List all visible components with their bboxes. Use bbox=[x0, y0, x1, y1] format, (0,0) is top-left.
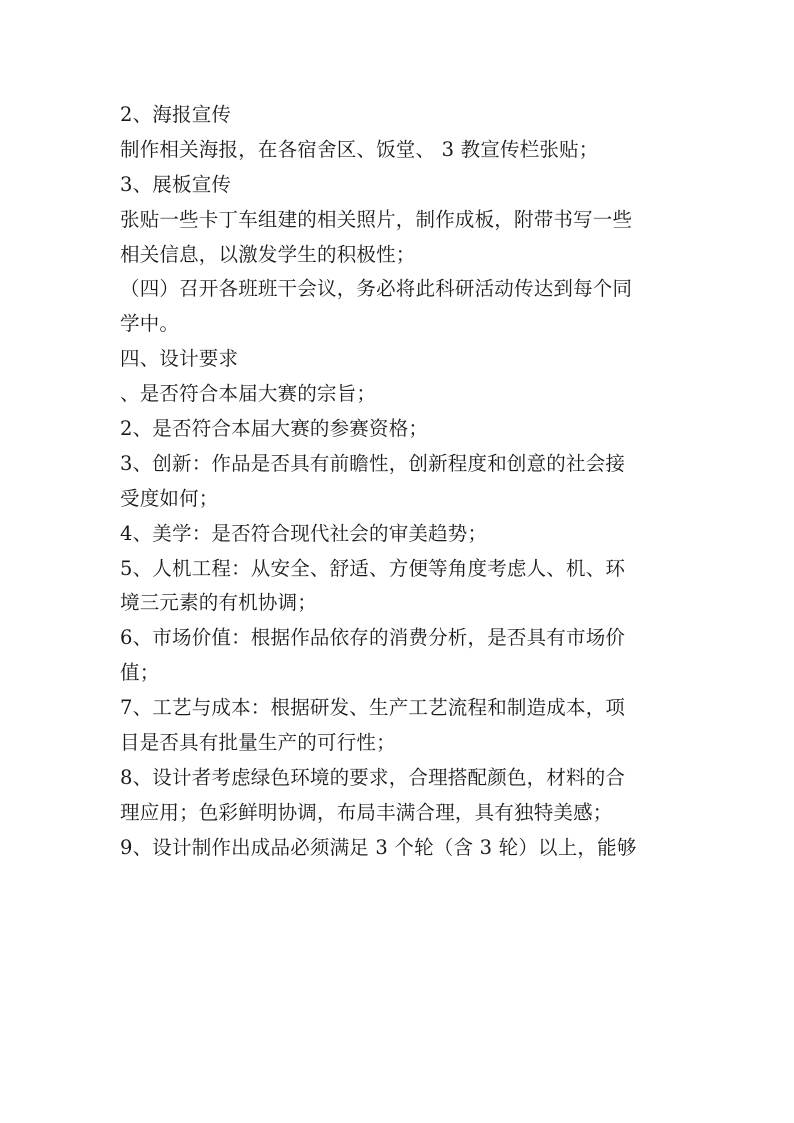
list-item: 8、设计者考虑绿色环境的要求，合理搭配颜色，材料的合 bbox=[120, 765, 626, 789]
document-body bbox=[120, 98, 680, 866]
list-item: 3、创新：作品是否具有前瞻性，创新程度和创意的社会接 bbox=[120, 451, 626, 475]
paragraph-line: 张贴一些卡丁车组建的相关照片，制作成板，附带书写一些 bbox=[120, 207, 633, 231]
list-item: 4、美学：是否符合现代社会的审美趋势； bbox=[120, 521, 488, 545]
list-item: 6、市场价值：根据作品依存的消费分析，是否具有市场价 bbox=[120, 626, 626, 650]
paragraph-line: （四）召开各班班干会议，务必将此科研活动传达到每个同 bbox=[120, 277, 633, 301]
heading-poster-publicity: 2、海报宣传 bbox=[120, 103, 232, 126]
list-item-continuation: 理应用；色彩鲜明协调，布局丰满合理，具有独特美感； bbox=[120, 800, 613, 824]
list-item: 7、工艺与成本：根据研发、生产工艺流程和制造成本，项 bbox=[120, 696, 626, 720]
paragraph-line: 学中。 bbox=[120, 312, 180, 336]
section-heading-design-requirements: 四、设计要求 bbox=[120, 347, 239, 371]
list-item-continuation: 受度如何； bbox=[120, 486, 219, 510]
paragraph-line: 相关信息，以激发学生的积极性； bbox=[120, 242, 416, 266]
list-item: 5、人机工程：从安全、舒适、方便等角度考虑人、机、环 bbox=[120, 556, 626, 580]
list-item: 9、设计制作出成品必须满足 3 个轮（含 3 轮）以上，能够 bbox=[120, 835, 637, 859]
list-item: 2、是否符合本届大赛的参赛资格； bbox=[120, 417, 429, 441]
heading-display-board-publicity: 3、展板宣传 bbox=[120, 172, 232, 196]
list-item-continuation: 目是否具有批量生产的可行性； bbox=[120, 731, 396, 755]
list-item-continuation: 值； bbox=[120, 661, 160, 685]
list-item-continuation: 境三元素的有机协调； bbox=[120, 591, 318, 615]
paragraph-line: 制作相关海报，在各宿舍区、饭堂、 3 教宣传栏张贴； bbox=[120, 137, 599, 161]
list-item: 、是否符合本届大赛的宗旨； bbox=[120, 382, 377, 406]
